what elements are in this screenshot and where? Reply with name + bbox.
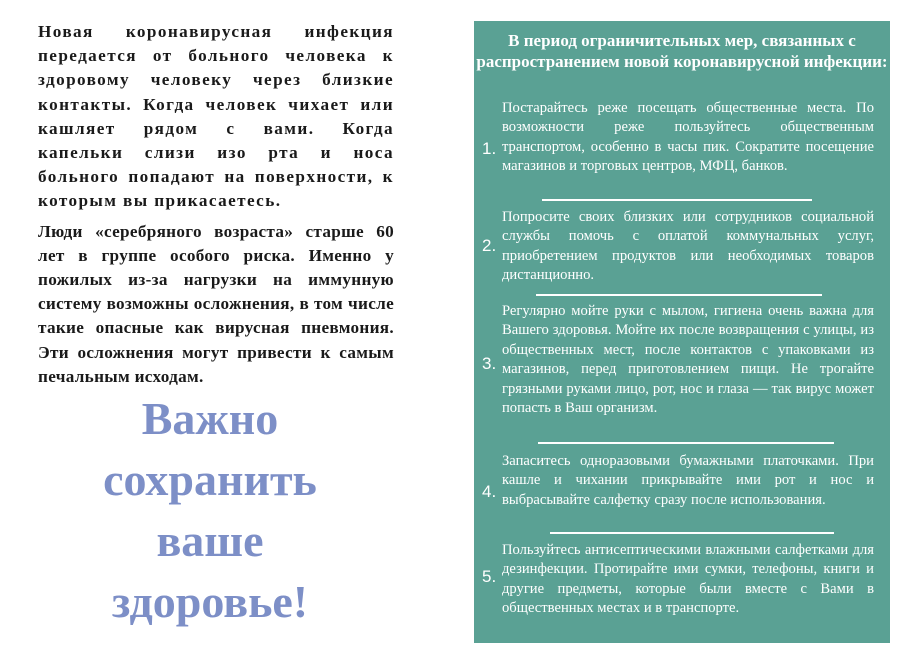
- slogan-line: сохранить: [103, 454, 317, 505]
- recommendations-panel: [474, 21, 890, 643]
- item-number: 1.: [482, 139, 497, 158]
- slogan: [60, 388, 360, 632]
- divider: [550, 532, 834, 534]
- slogan-line: ваше: [156, 515, 264, 566]
- divider: [538, 442, 834, 444]
- slogan-line: Важно: [141, 393, 279, 444]
- item-text: Попросите своих близких или сотрудников социальной службы помочь с оплатой коммунальных услуг, приобретением продуктов или необходимых товаров дистанционно.: [502, 209, 874, 284]
- info-paragraph-transmission: Новая коронавирусная инфекция передается от больного человека к здоровому человеку через близкие контакты. Когда человек чихает или кашляет рядом с вами. Когда капельки слизи изо рта и носа больного попадают на поверхности, к которым вы прикасаетесь.: [38, 22, 394, 211]
- left-column: [38, 20, 394, 395]
- item-number: 5.: [482, 567, 497, 586]
- item-text: Постарайтесь реже посещать общественные места. По возможности реже пользуйтесь общественным транспортом, особенно в часы пик. Сократите посещение магазинов и торговых центров, МФЦ, банков.: [502, 100, 874, 175]
- item-number: 2.: [482, 236, 497, 255]
- divider: [542, 199, 812, 201]
- item-number: 3.: [482, 354, 497, 373]
- item-text: Запаситесь одноразовыми бумажными платочками. При кашле и чихании прикрывайте ими рот и нос и выбрасывайте салфетку сразу после использования.: [502, 453, 874, 508]
- info-paragraph-risk-group: Люди «серебряного возраста» старше 60 лет в группе особого риска. Именно у пожилых из-за нагрузки на иммунную систему возможны осложнения, в том числе такие опасные как вирусная пневмония. Эти осложнения могут привести к самым печальным исходам.: [38, 221, 394, 386]
- slogan-line: здоровье!: [111, 576, 309, 627]
- panel-title: В период ограничительных мер, связанных с распространением новой коронавирусной инфекции:: [476, 31, 888, 71]
- item-text: Регулярно мойте руки с мылом, гигиена очень важна для Вашего здоровья. Мойте их после возвращения с улицы, из общественных мест, после контактов с упаковками из магазинов, перед приготовлением пищи. Не трогайте грязными руками лицо, рот, нос и глаза — так вирус может попасть в Ваш организм.: [502, 303, 874, 417]
- item-text: Пользуйтесь антисептическими влажными салфетками для дезинфекции. Протирайте ими сумки, телефоны, книги и другие предметы, которые были вместе с Вами в общественных местах и в транспорте.: [502, 542, 874, 617]
- divider: [536, 294, 822, 296]
- item-number: 4.: [482, 482, 497, 501]
